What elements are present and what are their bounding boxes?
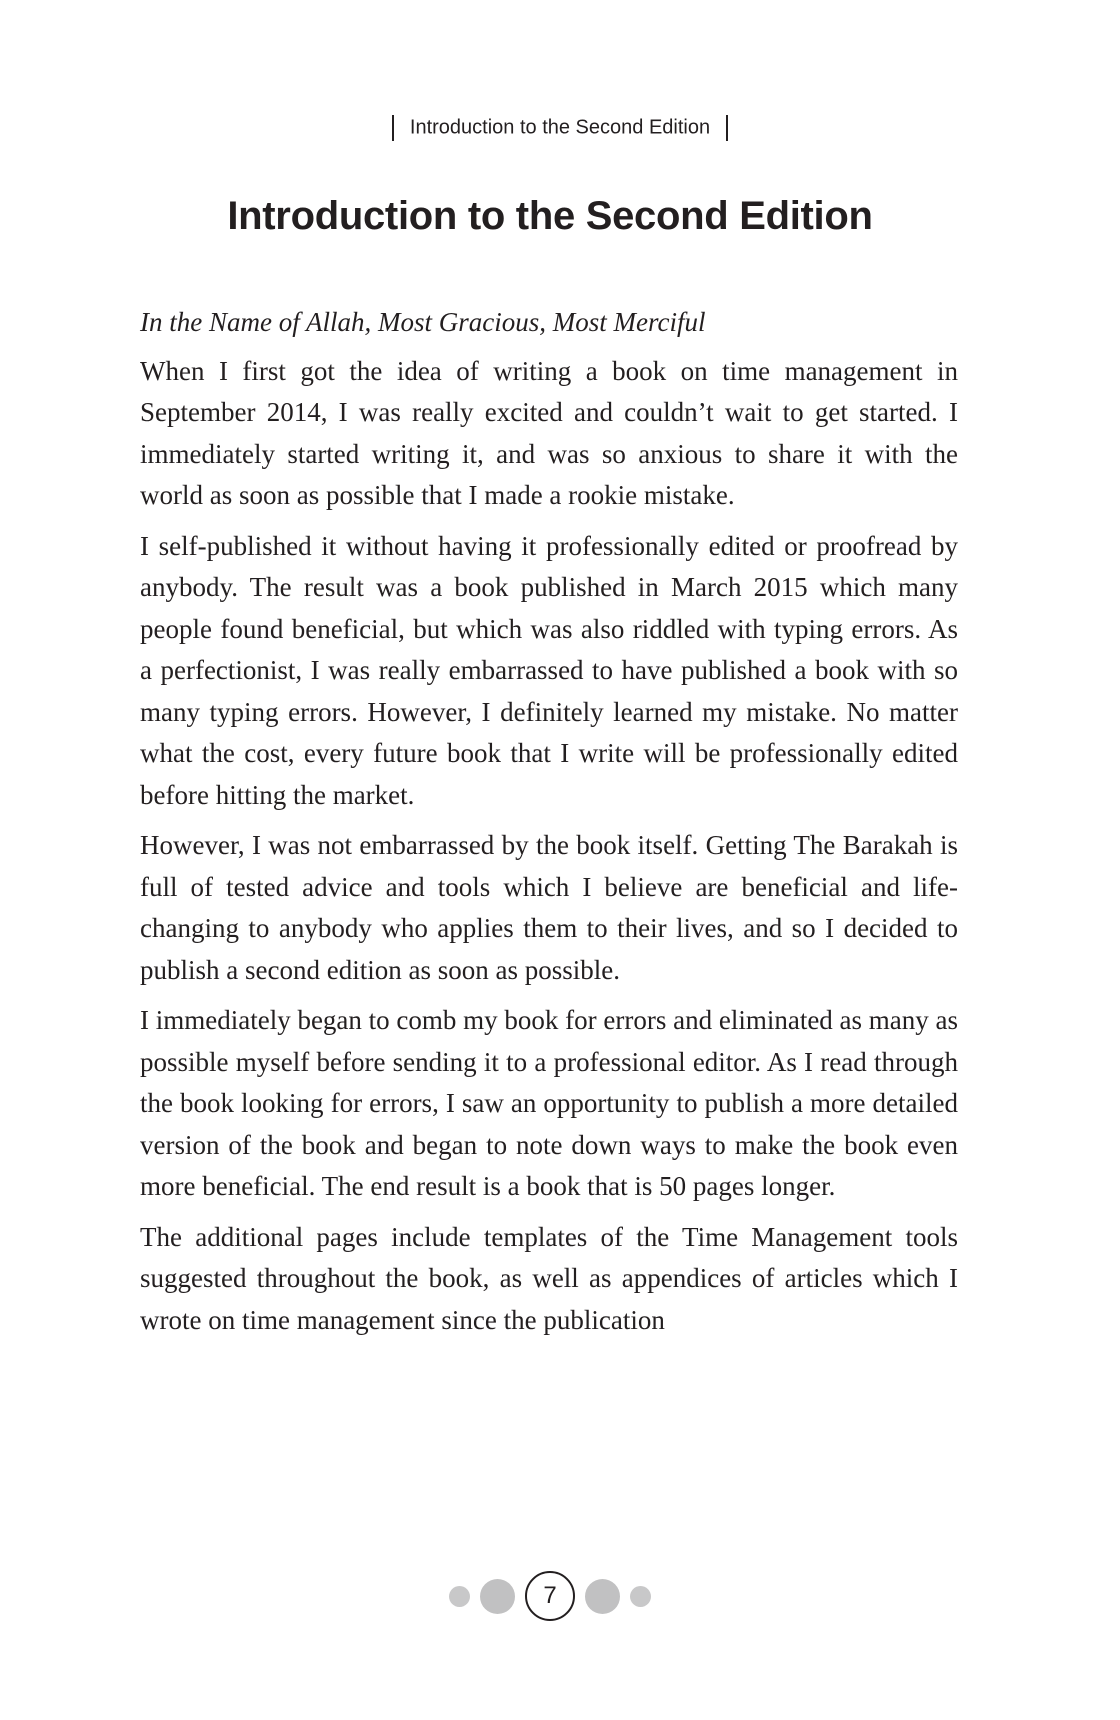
paragraph-2: I self-published it without having it professionally edited or proofread by anybody. The result was a book published in March 2015 which many people found beneficial, but which was also riddled with typing errors. As a perfectionist, I was really embarrassed to have published a book with so many typing errors. However, I definitely learned my mistake. No matter what the cost, every future book that I write will be professionally edited before hitting the market. bbox=[140, 530, 958, 810]
chapter-title: Introduction to the Second Edition bbox=[227, 194, 873, 238]
page-folio bbox=[0, 1568, 1100, 1624]
folio-dot-small-right bbox=[630, 1586, 651, 1607]
paragraph-3: However, I was not embarrassed by the book itself. Getting The Barakah is full of tested advice and tools which I believe are beneficial and life-changing to anybody who applies them to their lives, and so I decided to publish a second edition as soon as possible. bbox=[140, 830, 958, 985]
folio-dot-small-left bbox=[449, 1586, 470, 1607]
header-rule-right bbox=[726, 115, 728, 141]
body-text bbox=[140, 302, 958, 1350]
running-header-text: Introduction to the Second Edition bbox=[409, 116, 711, 139]
paragraph-5: The additional pages include templates of the Time Management tools suggested throughout the book, as well as appendices of articles which I wrote on time management since the publication bbox=[140, 1221, 958, 1335]
folio-dot-large-left bbox=[480, 1579, 515, 1614]
folio-dot-large-right bbox=[585, 1579, 620, 1614]
running-header bbox=[0, 112, 1120, 143]
paragraph-4: I immediately began to comb my book for errors and eliminated as many as possible myself before sending it to a professional editor. As I read through the book looking for errors, I saw an opportunity to publish a more detailed version of the book and began to note down ways to make the book even more beneficial. The end result is a book that is 50 pages longer. bbox=[140, 1005, 959, 1201]
paragraph-1: When I first got the idea of writing a book on time management in September 2014, I was really excited and couldn’t wait to get started. I immediately started writing it, and was so anxious to share it with the world as soon as possible that I made a rookie mistake. bbox=[140, 355, 958, 510]
invocation-line: In the Name of Allah, Most Gracious, Most Merciful bbox=[140, 307, 706, 337]
page-number: 7 bbox=[525, 1571, 575, 1621]
header-rule-left bbox=[392, 115, 394, 141]
